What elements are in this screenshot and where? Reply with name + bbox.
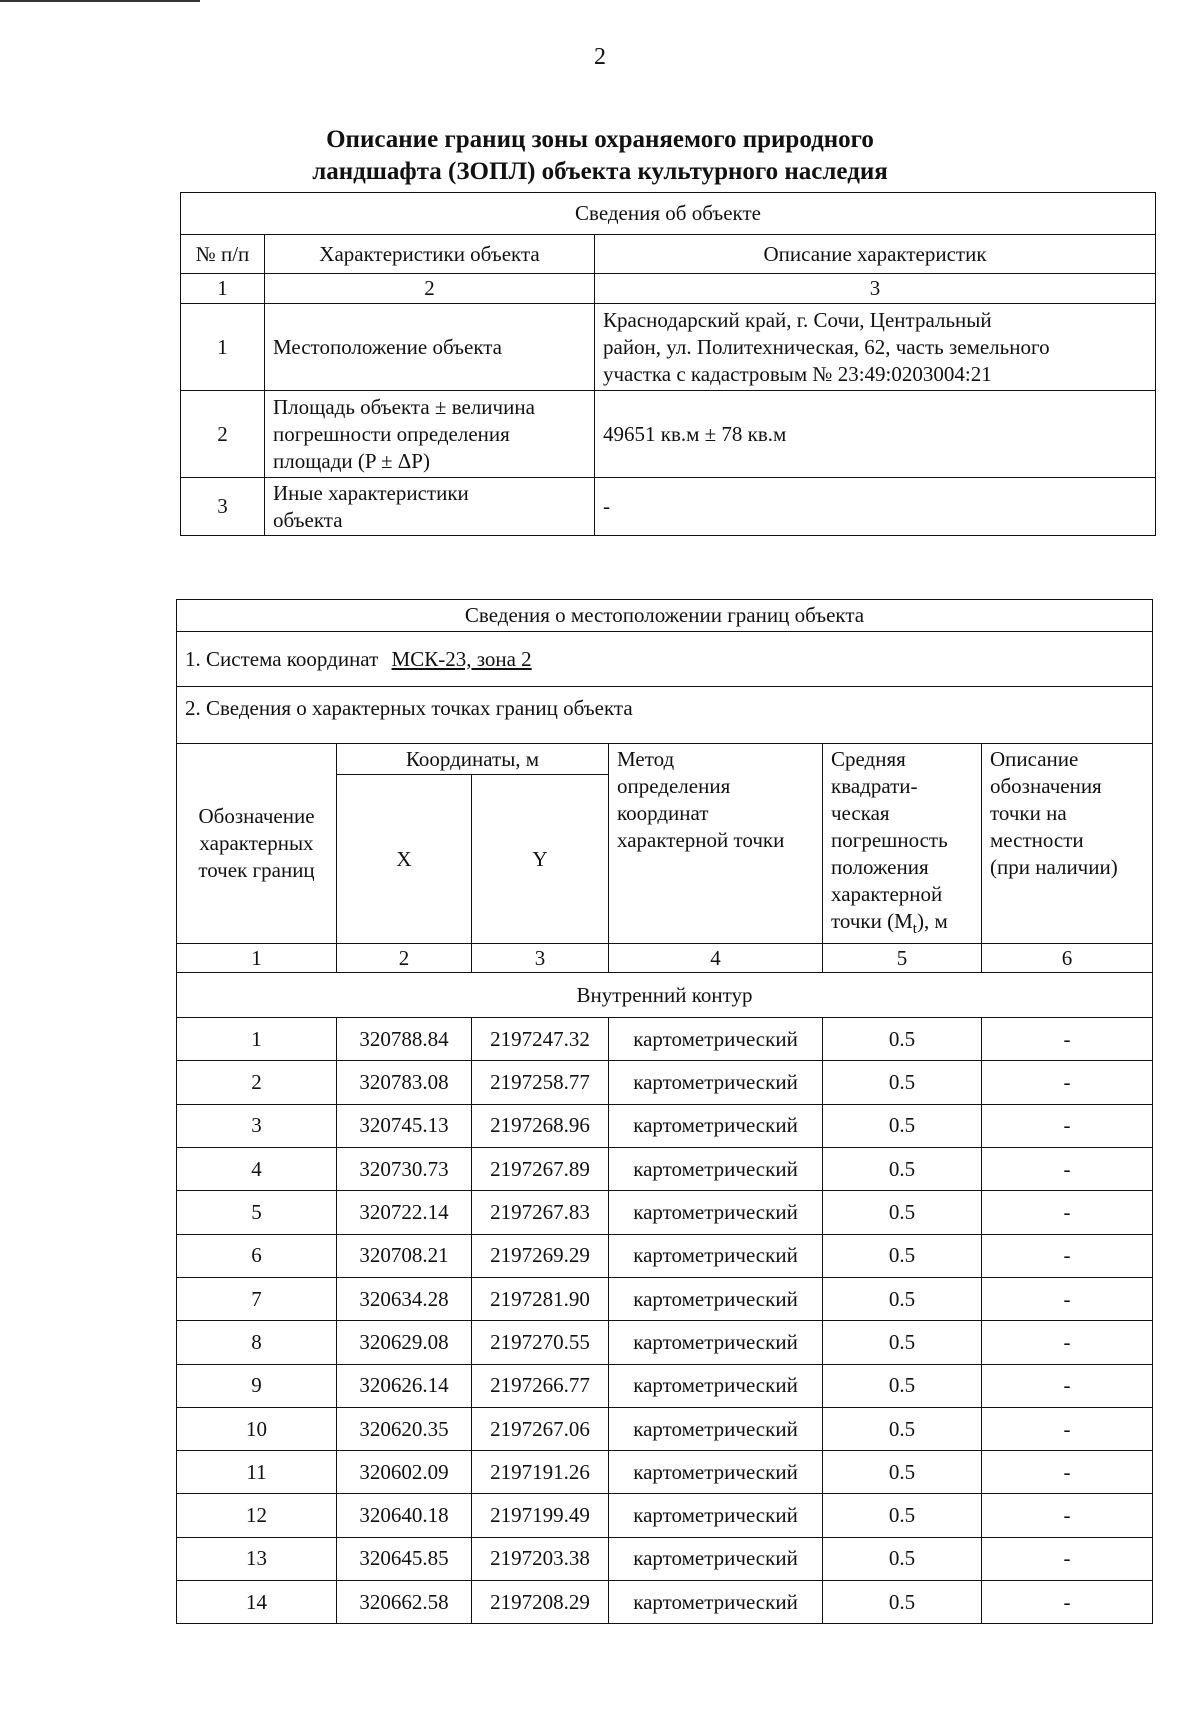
description-line: Краснодарский край, г. Сочи, Центральный: [603, 307, 992, 332]
header-line: (при наличии): [990, 855, 1118, 879]
point-method: картометрический: [609, 1234, 823, 1277]
point-method: картометрический: [609, 1407, 823, 1450]
point-method: картометрический: [609, 1537, 823, 1580]
table-row: [177, 1494, 1153, 1537]
table-row: [177, 1407, 1153, 1450]
header-line: квадрати-: [831, 774, 918, 798]
contour-label: Внутренний контур: [177, 973, 1153, 1018]
point-number: 11: [177, 1451, 337, 1494]
point-y: 2197258.77: [472, 1061, 609, 1104]
page-number: 2: [594, 44, 606, 70]
col-number: 5: [823, 944, 982, 973]
table-row: [177, 1018, 1153, 1061]
point-number: 14: [177, 1581, 337, 1624]
header-coordinates: Координаты, м: [337, 744, 609, 775]
table-row: [177, 1537, 1153, 1580]
point-y: 2197268.96: [472, 1104, 609, 1147]
header-error: [823, 744, 982, 944]
point-x: 320640.18: [337, 1494, 472, 1537]
point-description: -: [982, 1061, 1153, 1104]
header-line: точки на: [990, 801, 1067, 825]
point-description: -: [982, 1494, 1153, 1537]
point-x: 320602.09: [337, 1451, 472, 1494]
point-number: 5: [177, 1191, 337, 1234]
point-error: 0.5: [823, 1277, 982, 1320]
header-line: Обозначение: [198, 804, 315, 829]
point-x: 320620.35: [337, 1407, 472, 1450]
point-method: картометрический: [609, 1364, 823, 1407]
point-error: 0.5: [823, 1234, 982, 1277]
point-number: 6: [177, 1234, 337, 1277]
point-y: 2197267.89: [472, 1148, 609, 1191]
point-x: 320730.73: [337, 1148, 472, 1191]
point-y: 2197203.38: [472, 1537, 609, 1580]
point-error: 0.5: [823, 1018, 982, 1061]
header-line: [831, 908, 973, 943]
coord-system-label: 1. Система координат: [185, 646, 379, 671]
point-method: картометрический: [609, 1451, 823, 1494]
point-number: 9: [177, 1364, 337, 1407]
table-row: [177, 1321, 1153, 1364]
table-row: [177, 1364, 1153, 1407]
point-y: 2197199.49: [472, 1494, 609, 1537]
point-description: -: [982, 1277, 1153, 1320]
header-line: характерной: [831, 882, 943, 906]
point-x: 320783.08: [337, 1061, 472, 1104]
boundaries-section-title: Сведения о местоположении границ объекта: [177, 600, 1153, 632]
row-3-number: 3: [181, 478, 265, 536]
name-line: площади (P ± ΔP): [273, 448, 430, 473]
points-label: 2. Сведения о характерных точках границ объекта: [177, 687, 1153, 744]
row-1-number: 1: [181, 304, 265, 391]
table-row: [177, 1191, 1153, 1234]
point-x: 320629.08: [337, 1321, 472, 1364]
title-line-1: Описание границ зоны охраняемого природного: [326, 126, 874, 153]
description-line: район, ул. Политехническая, 62, часть земельного: [603, 334, 1050, 359]
point-number: 7: [177, 1277, 337, 1320]
point-y: 2197191.26: [472, 1451, 609, 1494]
point-number: 10: [177, 1407, 337, 1450]
points-body: [177, 1018, 1153, 1624]
header-line: местности: [990, 828, 1084, 852]
point-x: 320662.58: [337, 1581, 472, 1624]
header-number: № п/п: [181, 235, 265, 274]
header-line: характерной точки: [617, 828, 785, 852]
point-error: 0.5: [823, 1494, 982, 1537]
col-number: 1: [177, 944, 337, 973]
point-x: 320645.85: [337, 1537, 472, 1580]
header-description: Описание характеристик: [595, 235, 1156, 274]
col-number: 4: [609, 944, 823, 973]
header-y: Y: [472, 775, 609, 944]
point-x: 320745.13: [337, 1104, 472, 1147]
point-y: 2197267.83: [472, 1191, 609, 1234]
col-number: 3: [472, 944, 609, 973]
point-description: -: [982, 1537, 1153, 1580]
description-line: участка с кадастровым № 23:49:0203004:21: [603, 361, 992, 386]
header-point-description: [982, 744, 1153, 944]
header-line: положения: [831, 855, 929, 879]
point-error: 0.5: [823, 1104, 982, 1147]
point-x: 320722.14: [337, 1191, 472, 1234]
point-method: картометрический: [609, 1581, 823, 1624]
row-3-description: -: [595, 478, 1156, 536]
point-y: 2197267.06: [472, 1407, 609, 1450]
header-subscript: t: [912, 921, 917, 938]
header-line: координат: [617, 801, 709, 825]
point-method: картометрический: [609, 1494, 823, 1537]
header-line: обозначения: [990, 774, 1102, 798]
point-error: 0.5: [823, 1061, 982, 1104]
point-description: -: [982, 1364, 1153, 1407]
col-number-2: 2: [265, 274, 595, 304]
point-number: 1: [177, 1018, 337, 1061]
point-error: 0.5: [823, 1451, 982, 1494]
point-x: 320626.14: [337, 1364, 472, 1407]
header-characteristic: Характеристики объекта: [265, 235, 595, 274]
point-error: 0.5: [823, 1581, 982, 1624]
point-x: 320788.84: [337, 1018, 472, 1061]
point-method: картометрический: [609, 1277, 823, 1320]
point-number: 12: [177, 1494, 337, 1537]
point-description: -: [982, 1018, 1153, 1061]
point-method: картометрический: [609, 1148, 823, 1191]
table-row: [177, 1581, 1153, 1624]
point-method: картометрический: [609, 1018, 823, 1061]
row-1-name: Местоположение объекта: [265, 304, 595, 391]
top-edge-line: [0, 0, 200, 2]
point-number: 2: [177, 1061, 337, 1104]
point-y: 2197266.77: [472, 1364, 609, 1407]
header-line: погрешность: [831, 828, 948, 852]
point-description: -: [982, 1104, 1153, 1147]
row-1-description: [595, 304, 1156, 391]
boundaries-table: [176, 599, 1153, 1624]
col-number-3: 3: [595, 274, 1156, 304]
point-description: -: [982, 1407, 1153, 1450]
point-description: -: [982, 1148, 1153, 1191]
table-row: [177, 1148, 1153, 1191]
table-row: [177, 1061, 1153, 1104]
table-row: [177, 1104, 1153, 1147]
point-error: 0.5: [823, 1364, 982, 1407]
point-y: 2197281.90: [472, 1277, 609, 1320]
header-text: ), м: [916, 909, 948, 933]
table-row: [177, 1277, 1153, 1320]
col-number-1: 1: [181, 274, 265, 304]
row-2-description: 49651 кв.м ± 78 кв.м: [595, 391, 1156, 478]
point-y: 2197270.55: [472, 1321, 609, 1364]
point-number: 8: [177, 1321, 337, 1364]
point-y: 2197208.29: [472, 1581, 609, 1624]
point-x: 320634.28: [337, 1277, 472, 1320]
point-error: 0.5: [823, 1191, 982, 1234]
point-description: -: [982, 1451, 1153, 1494]
point-number: 13: [177, 1537, 337, 1580]
point-method: картометрический: [609, 1191, 823, 1234]
point-number: 4: [177, 1148, 337, 1191]
header-line: Метод: [617, 747, 675, 771]
point-description: -: [982, 1321, 1153, 1364]
header-method: [609, 744, 823, 944]
point-description: -: [982, 1581, 1153, 1624]
header-line: ческая: [831, 801, 890, 825]
point-y: 2197247.32: [472, 1018, 609, 1061]
point-error: 0.5: [823, 1537, 982, 1580]
point-method: картометрический: [609, 1321, 823, 1364]
point-number: 3: [177, 1104, 337, 1147]
table-row: [177, 1451, 1153, 1494]
table-row: [177, 1234, 1153, 1277]
row-2-number: 2: [181, 391, 265, 478]
point-x: 320708.21: [337, 1234, 472, 1277]
header-line: Средняя: [831, 747, 906, 771]
header-line: Описание: [990, 747, 1079, 771]
row-2-name: [265, 391, 595, 478]
row-3-name: [265, 478, 595, 536]
point-method: картометрический: [609, 1104, 823, 1147]
point-error: 0.5: [823, 1148, 982, 1191]
point-description: -: [982, 1191, 1153, 1234]
col-number: 2: [337, 944, 472, 973]
object-info-section-title: Сведения об объекте: [181, 193, 1156, 235]
header-point: [177, 744, 337, 944]
header-line: точек границ: [198, 858, 315, 883]
point-y: 2197269.29: [472, 1234, 609, 1277]
point-error: 0.5: [823, 1407, 982, 1450]
coord-system-row: [177, 632, 1153, 687]
header-line: определения: [617, 774, 731, 798]
point-description: -: [982, 1234, 1153, 1277]
title-line-2: ландшафта (ЗОПЛ) объекта культурного наследия: [312, 158, 888, 185]
name-line: Иные характеристики: [273, 480, 469, 505]
name-line: погрешности определения: [273, 421, 510, 446]
coord-system-value: МСК-23, зона 2: [391, 646, 532, 671]
header-text: точки (M: [831, 909, 913, 933]
col-number: 6: [982, 944, 1153, 973]
object-info-table: [180, 192, 1156, 536]
point-method: картометрический: [609, 1061, 823, 1104]
name-line: Площадь объекта ± величина: [273, 394, 535, 419]
document-title: [0, 124, 1200, 188]
header-line: характерных: [199, 831, 314, 856]
name-line: объекта: [273, 507, 343, 532]
header-x: X: [337, 775, 472, 944]
point-error: 0.5: [823, 1321, 982, 1364]
